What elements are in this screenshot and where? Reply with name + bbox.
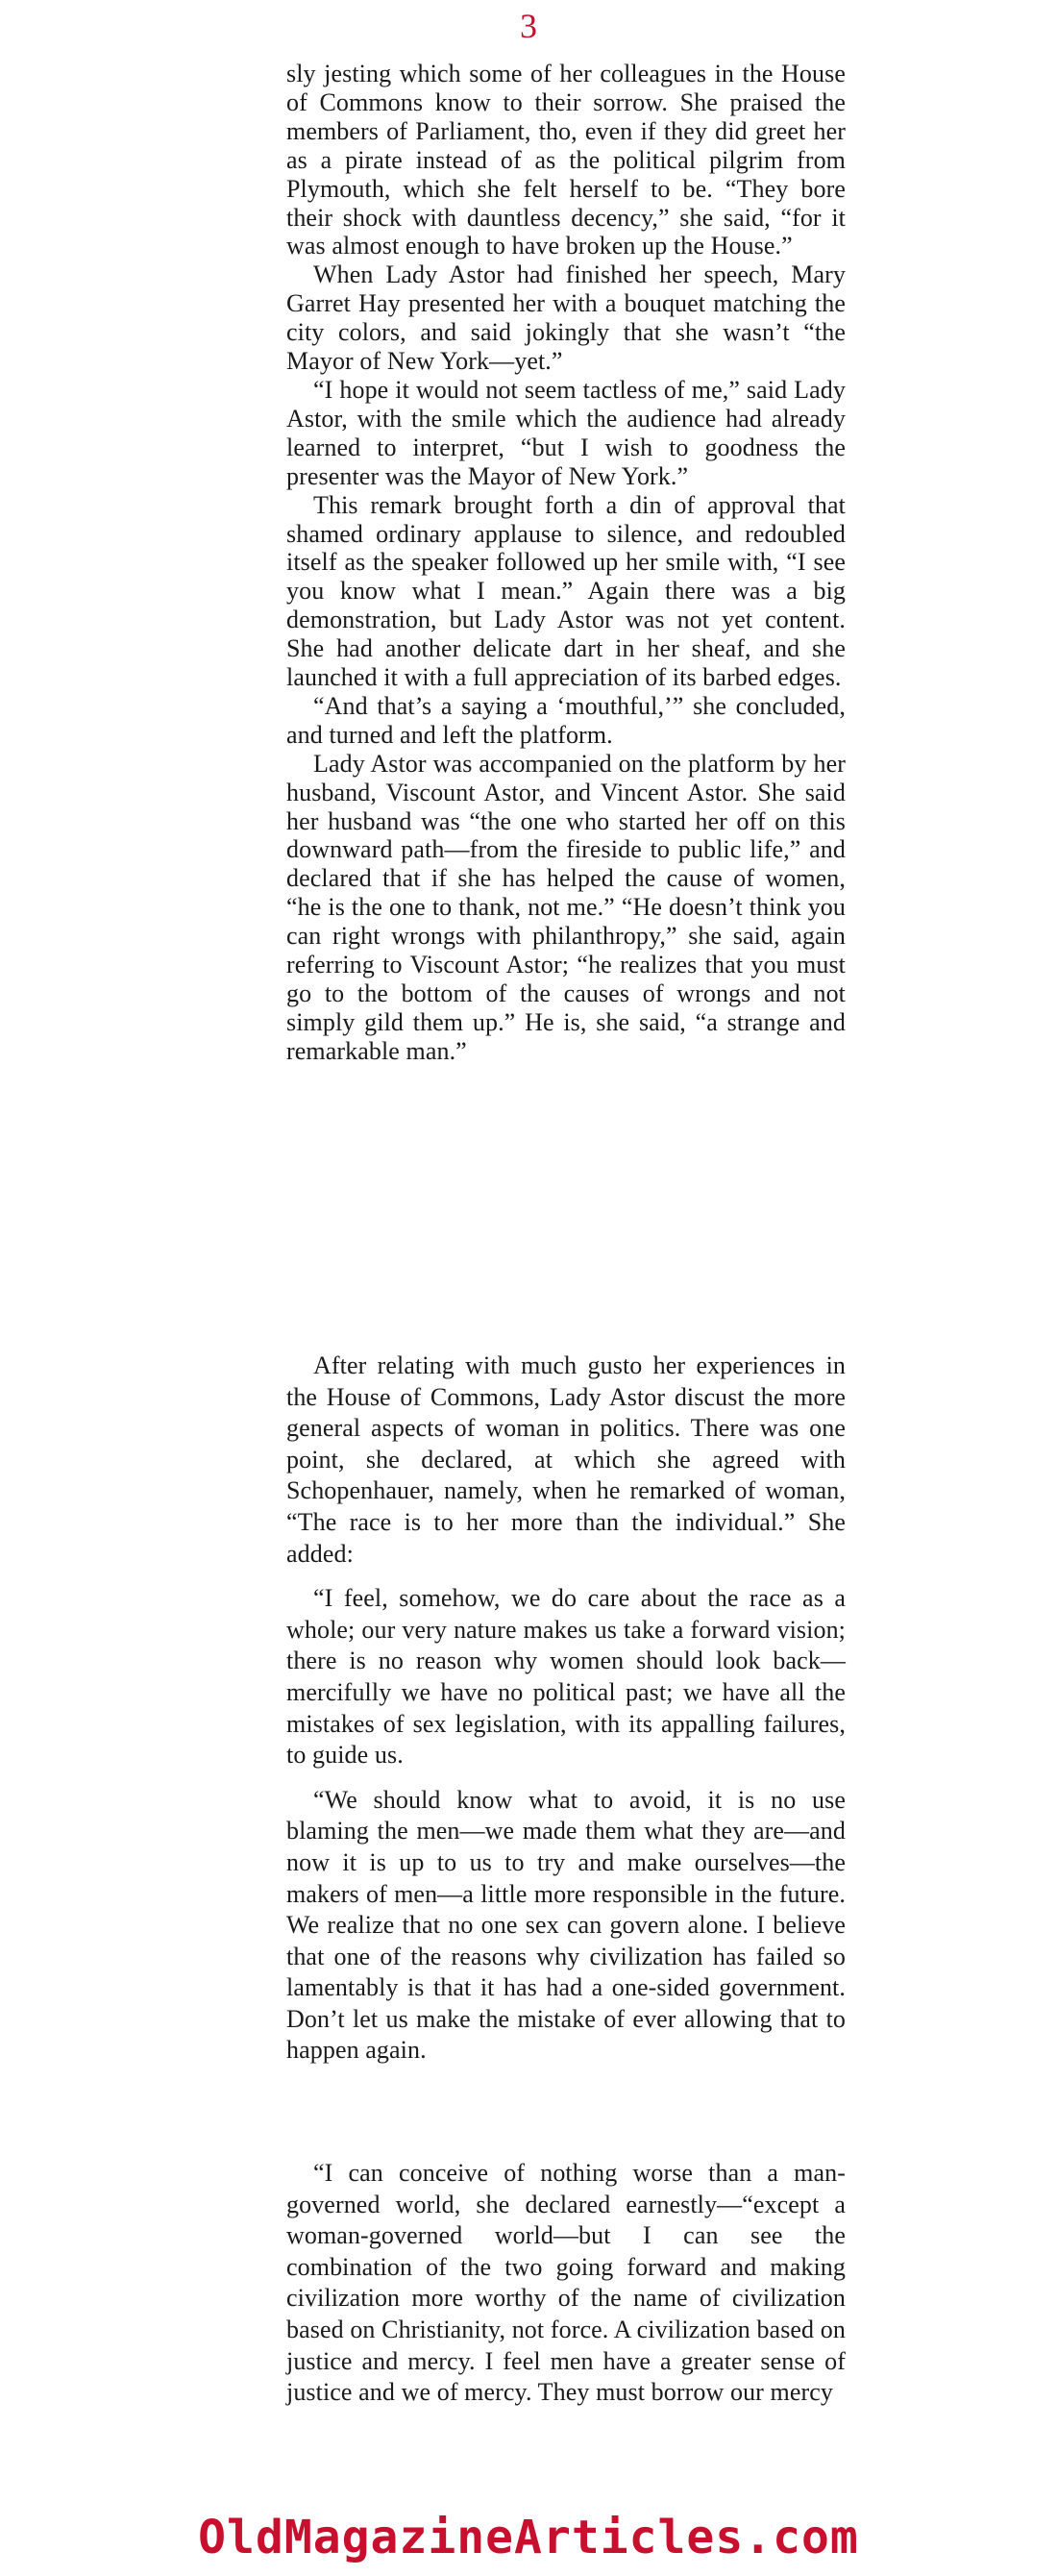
paragraph: “We should know what to avoid, it is no use blaming the men—we made them what they are—and now it is up to us to try and make ourselves—the makers of men—a little more responsible in the future. We realize that no one sex can govern alone. I believe that one of the reasons why civilization has failed so lamentably is that it has had a one-sided government. Don’t let us make the mistake of ever allowing that to happen again. xyxy=(286,1785,846,2065)
site-watermark: OldMagazineArticles.com xyxy=(198,2511,859,2564)
article-section-3 xyxy=(286,2158,846,2409)
paragraph: “I hope it would not seem tactless of me,” said Lady Astor, with the smile which the audience had already learned to interpret, “but I wish to goodness the presenter was the Mayor of New York.” xyxy=(286,375,846,490)
paragraph: Lady Astor was accompanied on the platform by her husband, Viscount Astor, and Vincent Astor. She said her husband was “the one who started her off on this downward path—from the fireside to public life,” and declared that if she has helped the cause of women, “he is the one to thank, not me.” “He doesn’t think you can right wrongs with philanthropy,” she said, again referring to Viscount Astor; “he realizes that you must go to the bottom of the causes of wrongs and not simply gild them up.” He is, she said, “a strange and remarkable man.” xyxy=(286,749,846,1065)
paragraph: sly jesting which some of her colleagues in the House of Commons know to their sorrow. She praised the members of Parliament, tho, even if they did greet her as a pirate instead of as the political pilgrim from Plymouth, which she felt herself to be. “They bore their shock with dauntless decency,” she said, “for it was almost enough to have broken up the House.” xyxy=(286,60,846,260)
article-section-2 xyxy=(286,1350,846,2080)
paragraph: This remark brought forth a din of approval that shamed ordinary applause to silence, and redoubled itself as the speaker followed up her smile with, “I see you know what I mean.” Again there was a big demonstration, but Lady Astor was not yet content. She had another delicate dart in her sheaf, and she launched it with a full appreciation of its barbed edges. xyxy=(286,490,846,692)
paragraph: After relating with much gusto her experiences in the House of Commons, Lady Astor discust the more general aspects of woman in politics. There was one point, she declared, at which she agreed with Schopenhauer, namely, when he remarked of woman, “The race is to her more than the individual.” She added: xyxy=(286,1351,846,1568)
paragraph: “I can conceive of nothing worse than a man-governed world, she declared earnestly—“except a woman-governed world—but I can see the combination of the two going forward and making civilization more worthy of the name of civilization based on Christianity, not force. A civilization based on justice and mercy. I feel men have a greater sense of justice and we of mercy. They must borrow our mercy xyxy=(286,2159,846,2407)
paragraph: When Lady Astor had finished her speech, Mary Garret Hay presented her with a bouquet matching the city colors, and said jokingly that she wasn’t “the Mayor of New York—yet.” xyxy=(286,260,846,376)
article-section-1 xyxy=(286,60,846,1066)
paragraph: “I feel, somehow, we do care about the race as a whole; our very nature makes us take a forward vision; there is no reason why women should look back—mercifully we have no political past; we have all the mistakes of sex legislation, with its appalling failures, to guide us. xyxy=(286,1584,846,1770)
paragraph: “And that’s a saying a ‘mouthful,’” she concluded, and turned and left the platform. xyxy=(286,691,846,749)
page-number: 3 xyxy=(520,7,537,45)
